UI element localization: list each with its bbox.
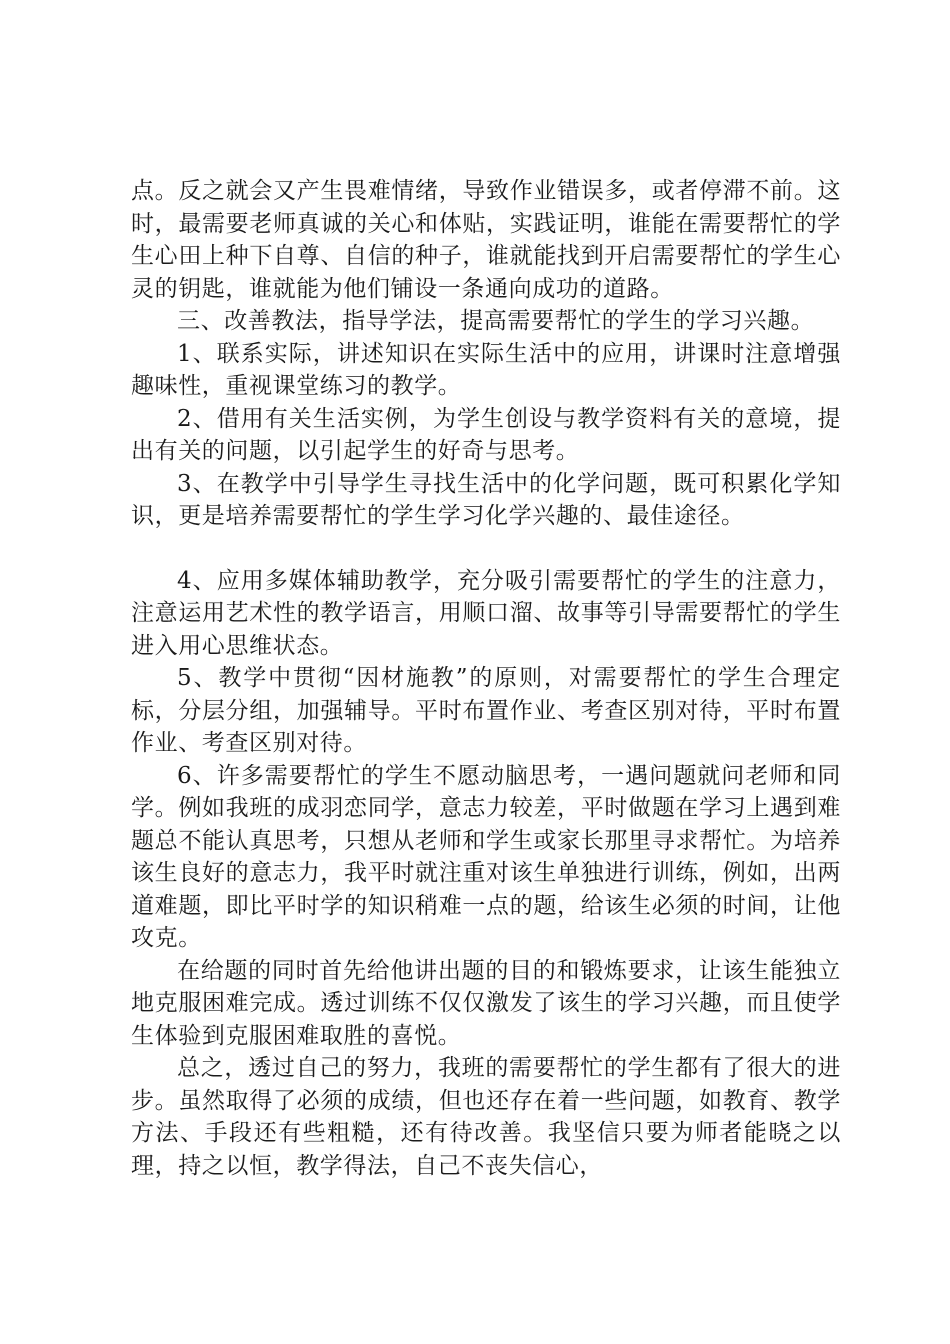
blank-line (131, 533, 841, 565)
list-item-5: 5、教学中贯彻“因材施教”的原则，对需要帮忙的学生合理定标，分层分组，加强辅导。平时布置作业、考查区别对待，平时布置作业、考查区别对待。 (131, 665, 841, 756)
section-heading-three: 三、改善教法，指导学法，提高需要帮忙的学生的学习兴趣。 (177, 308, 815, 334)
paragraph-summary: 总之，透过自己的努力，我班的需要帮忙的学生都有了很大的进步。虽然取得了必须的成绩，但也还存在着一些问题，如教育、教学方法、手段还有些粗糙，还有待改善。我坚信只要为师者能晓之以理，持之以恒，教学得法，自己不丧失信心， (131, 1055, 841, 1179)
list-item-6: 6、许多需要帮忙的学生不愿动脑思考，一遇问题就问老师和同学。例如我班的成羽恋同学，意志力较差，平时做题在学习上遇到难题总不能认真思考，只想从老师和学生或家长那里寻求帮忙。为培养该生良好的意志力，我平时就注重对该生单独进行训练，例如，出两道难题，即比平时学的知识稍难一点的题，给该生必须的时间，让他攻克。 (131, 762, 841, 951)
list-item-1: 1、联系实际，讲述知识在实际生活中的应用，讲课时注意增强趣味性，重视课堂练习的教学。 (131, 340, 841, 399)
list-item-3: 3、在教学中引导学生寻找生活中的化学问题，既可积累化学知识，更是培养需要帮忙的学生学习化学兴趣的、最佳途径。 (131, 470, 841, 529)
paragraph-training: 在给题的同时首先给他讲出题的目的和锻炼要求，让该生能独立地克服困难完成。透过训练不仅仅激发了该生的学习兴趣，而且使学生体验到克服困难取胜的喜悦。 (131, 957, 841, 1049)
document-body (131, 175, 841, 1182)
paragraph-intro-continuation: 点。反之就会又产生畏难情绪，导致作业错误多，或者停滞不前。这时，最需要老师真诚的关心和体贴，实践证明，谁能在需要帮忙的学生心田上种下自尊、自信的种子，谁就能找到开启需要帮忙的学生心灵的钥匙，谁就能为他们铺设一条通向成功的道路。 (131, 178, 841, 302)
list-item-2: 2、借用有关生活实例，为学生创设与教学资料有关的意境，提出有关的问题，以引起学生的好奇与思考。 (131, 405, 841, 464)
list-item-4: 4、应用多媒体辅助教学，充分吸引需要帮忙的学生的注意力，注意运用艺术性的教学语言，用顺口溜、故事等引导需要帮忙的学生进入用心思维状态。 (131, 567, 841, 659)
